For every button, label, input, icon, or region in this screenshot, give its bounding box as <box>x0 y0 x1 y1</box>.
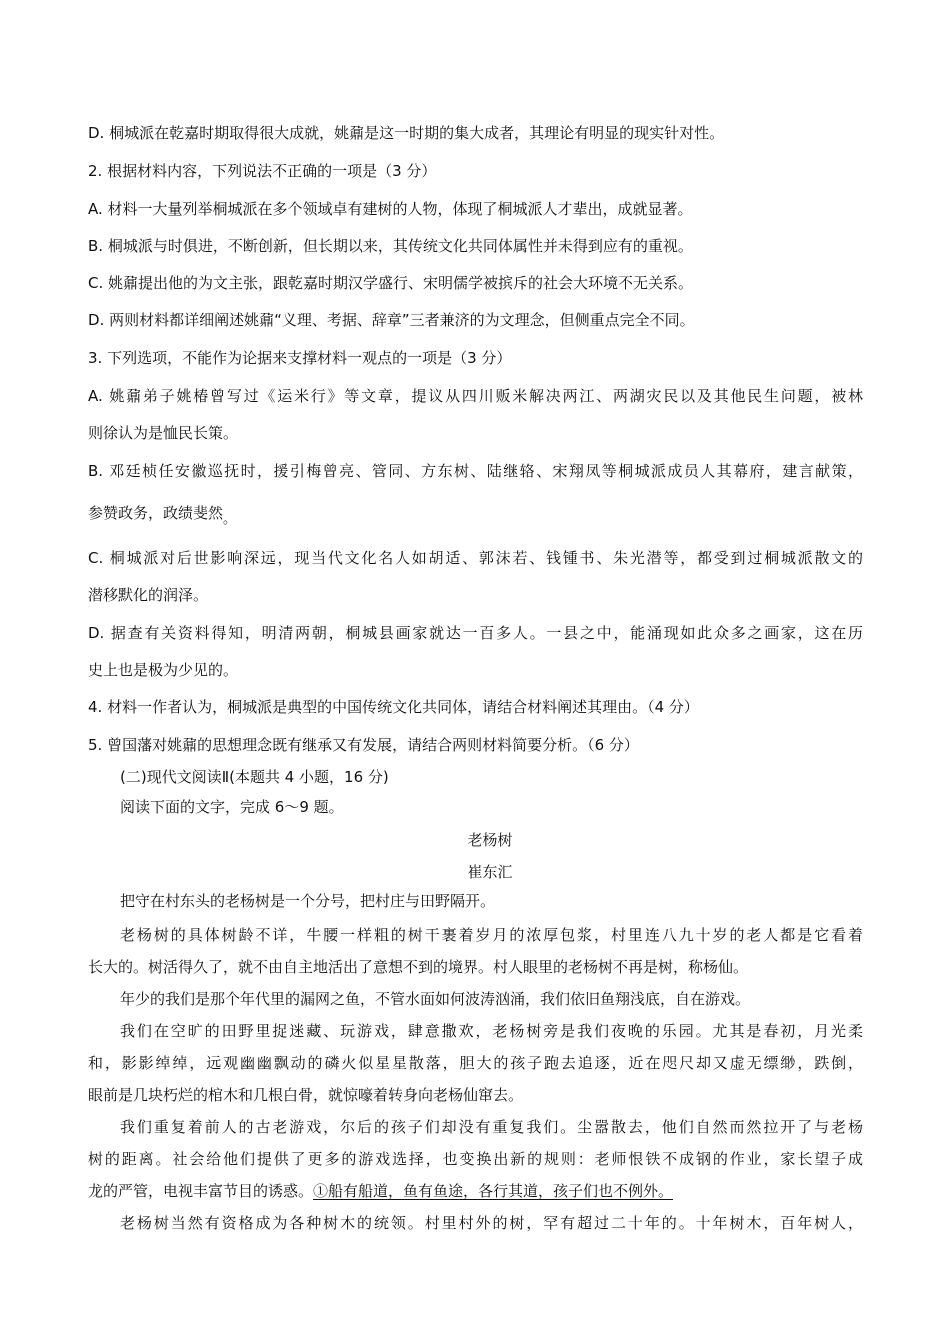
section-heading: (二)现代文阅读Ⅱ(本题共 4 小题，16 分) <box>120 768 389 786</box>
option-d-q2: D. 两则材料都详细阐述姚鼐“义理、考据、辞章”三者兼济的为文理念，但侧重点完全不同。 <box>88 311 695 329</box>
option-d-q1: D. 桐城派在乾嘉时期取得很大成就，姚鼐是这一时期的集大成者，其理论有明显的现实针对性。 <box>88 124 725 142</box>
option-c-q3-line1: C. 桐城派对后世影响深远，现当代文化名人如胡适、郭沫若、钱锺书、朱光潜等，都受到过桐城派散文的 <box>88 549 863 567</box>
paragraph-2-line2: 长大的。树活得久了，就不由自主地活出了意想不到的境界。村人眼里的老杨树不再是树，称杨仙。 <box>88 958 749 976</box>
option-b-q3-line2 <box>88 503 863 525</box>
option-a-q2: A. 材料一大量列举桐城派在多个领域卓有建树的人物，体现了桐城派人才辈出，成就显著。 <box>88 200 693 218</box>
paragraph-5-line1: 我们重复着前人的古老游戏，尔后的孩子们却没有重复我们。尘嚣散去，他们自然而然拉开了与老杨 <box>120 1118 863 1136</box>
paragraph-4-line1: 我们在空旷的田野里捉迷藏、玩游戏，肆意撒欢，老杨树旁是我们夜晚的乐园。尤其是春初，月光柔 <box>120 1022 863 1040</box>
reading-instruction: 阅读下面的文字，完成 6～9 题。 <box>120 798 344 816</box>
paragraph-1: 把守在村东头的老杨树是一个分号，把村庄与田野隔开。 <box>120 892 496 910</box>
period-mark: 。 <box>223 512 237 527</box>
paragraph-5-line3 <box>88 1181 863 1201</box>
paragraph-3: 年少的我们是那个年代里的漏网之鱼，不管水面如何波涛汹涌，我们依旧鱼翔浅底，自在游戏。 <box>120 990 751 1008</box>
paragraph-2-line1: 老杨树的具体树龄不详，牛腰一样粗的树干裹着岁月的浓厚包浆，村里连八九十岁的老人都是它看着 <box>120 926 863 944</box>
question-5: 5. 曾国藩对姚鼐的思想理念既有继承又有发展，请结合两则材料简要分析。（6 分） <box>88 736 639 754</box>
question-2: 2. 根据材料内容，下列说法不正确的一项是（3 分） <box>88 162 437 180</box>
article-title: 老杨树 <box>467 831 513 849</box>
article-author: 崔东汇 <box>467 863 513 881</box>
option-b-q3-line1: B. 邓廷桢任安徽巡抚时，援引梅曾亮、管同、方东树、陆继辂、宋翔凤等桐城派成员人其幕府，建言献策， <box>88 462 863 480</box>
option-d-q3-line1: D. 据查有关资料得知，明清两朝，桐城县画家就达一百多人。一县之中，能涌现如此众多之画家，这在历 <box>88 624 863 642</box>
paragraph-4-line2: 和，影影绰绰，远观幽幽飘动的磷火似星星散落，胆大的孩子跑去追逐，近在咫尺却又虚无缥缈，跌倒， <box>88 1054 863 1072</box>
question-3: 3. 下列选项，不能作为论据来支撑材料一观点的一项是（3 分） <box>88 349 512 367</box>
option-b-q2: B. 桐城派与时俱进，不断创新，但长期以来，其传统文化共同体属性并未得到应有的重视。 <box>88 237 693 255</box>
paragraph-5-text: 龙的严管，电视丰富节目的诱惑。 <box>88 1182 314 1200</box>
option-a-q3-line2: 则徐认为是恤民长策。 <box>88 424 239 442</box>
option-d-q3-line2: 史上也是极为少见的。 <box>88 661 239 679</box>
paragraph-5-line2: 树的距离。社会给他们提供了更多的游戏选择，也变换出新的规则：老师恨铁不成钢的作业，家长望子成 <box>88 1150 863 1168</box>
paragraph-6-line1: 老杨树当然有资格成为各种树木的统领。村里村外的树，罕有超过二十年的。十年树木，百年树人， <box>120 1214 863 1232</box>
option-c-q3-line2: 潜移默化的润泽。 <box>88 586 209 604</box>
option-c-q2: C. 姚鼐提出他的为文主张，跟乾嘉时期汉学盛行、宋明儒学被摈斥的社会大环境不无关系。 <box>88 274 694 292</box>
underlined-sentence-1: ①船有船道，鱼有鱼途，各行其道，孩子们也不例外。 <box>313 1182 674 1200</box>
option-b-q3-text: 参赞政务，政绩斐然 <box>88 504 224 522</box>
question-4: 4. 材料一作者认为，桐城派是典型的中国传统文化共同体，请结合材料阐述其理由。（4 分） <box>88 698 699 716</box>
paragraph-4-line3: 眼前是几块朽烂的棺木和几根白骨，就惊嚎着转身向老杨仙窜去。 <box>88 1086 524 1104</box>
option-a-q3-line1: A. 姚鼐弟子姚椿曾写过《运米行》等文章，提议从四川贩米解决两江、两湖灾民以及其他民生问题，被林 <box>88 387 863 405</box>
